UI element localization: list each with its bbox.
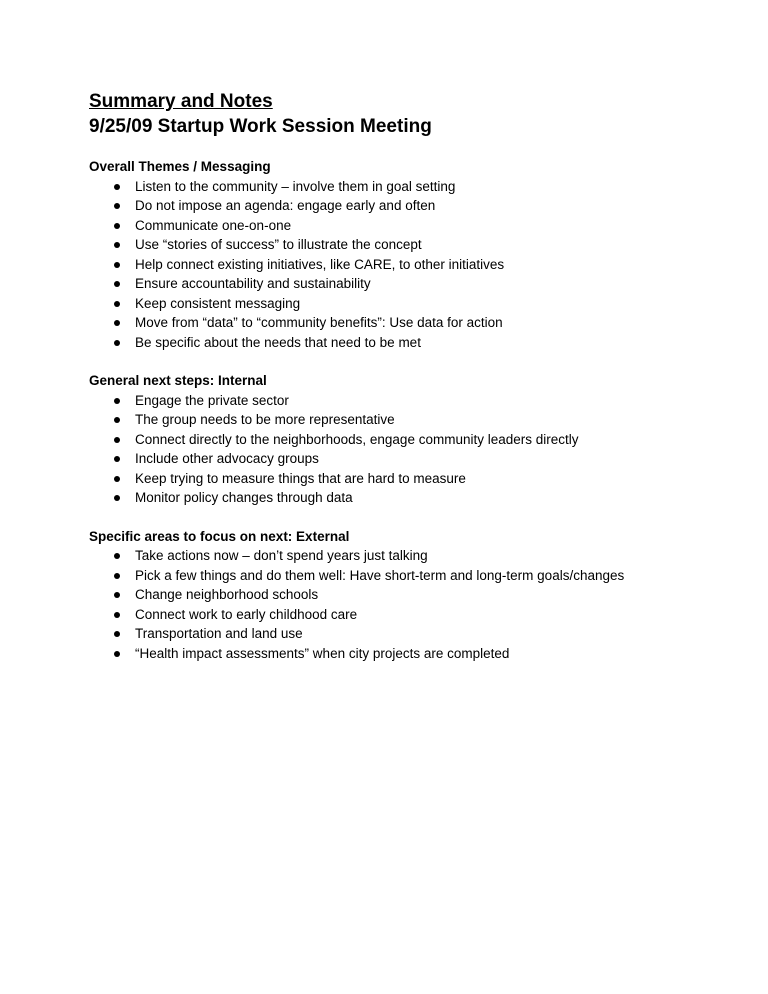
bullet-icon <box>114 281 120 287</box>
list-item-text: Connect directly to the neighborhoods, engage community leaders directly <box>135 431 579 447</box>
list-item <box>89 255 749 275</box>
list-item <box>89 313 749 333</box>
title-line-2: 9/25/09 Startup Work Session Meeting <box>89 116 432 137</box>
list-item-text: Help connect existing initiatives, like CARE, to other initiatives <box>135 256 505 272</box>
document-title <box>89 89 749 139</box>
bullet-icon <box>114 612 120 618</box>
bullet-icon <box>114 651 120 657</box>
list-item <box>89 430 749 450</box>
bullet-icon <box>114 320 120 326</box>
list-item <box>89 585 749 605</box>
section-specific-areas <box>89 527 749 664</box>
bullet-icon <box>114 262 120 268</box>
document-page <box>89 89 749 682</box>
bullet-icon <box>114 476 120 482</box>
list-item <box>89 546 749 566</box>
list-item-text: Be specific about the needs that need to be met <box>135 334 421 350</box>
section-overall-themes <box>89 157 749 352</box>
list-item-text: Communicate one-on-one <box>135 217 292 233</box>
section-heading: Overall Themes / Messaging <box>89 159 271 174</box>
list-item-text: Move from “data” to “community benefits”: Use data for action <box>135 315 503 330</box>
bullet-list <box>89 391 749 508</box>
bullet-icon <box>114 301 120 307</box>
bullet-icon <box>114 553 120 559</box>
list-item-text: Keep consistent messaging <box>135 295 301 311</box>
list-item-text: Pick a few things and do them well: Have short-term and long-term goals/changes <box>135 567 625 583</box>
list-item-text: “Health impact assessments” when city projects are completed <box>135 645 510 661</box>
list-item-text: Take actions now – don’t spend years just talking <box>135 548 428 563</box>
bullet-list <box>89 177 749 353</box>
list-item-text: Transportation and land use <box>135 626 303 641</box>
bullet-icon <box>114 631 120 637</box>
list-item-text: Include other advocacy groups <box>135 451 319 466</box>
list-item <box>89 469 749 489</box>
section-heading: Specific areas to focus on next: External <box>89 528 350 544</box>
title-line-1: Summary and Notes <box>89 91 273 112</box>
bullet-icon <box>114 184 120 190</box>
list-item-text: Monitor policy changes through data <box>135 490 353 505</box>
list-item <box>89 624 749 644</box>
list-item-text: The group needs to be more representative <box>135 412 395 427</box>
list-item <box>89 410 749 430</box>
bullet-icon <box>114 456 120 462</box>
list-item-text: Engage the private sector <box>135 392 289 408</box>
list-item-text: Use “stories of success” to illustrate the concept <box>135 237 422 252</box>
list-item <box>89 196 749 216</box>
bullet-icon <box>114 592 120 598</box>
bullet-icon <box>114 223 120 229</box>
list-item <box>89 566 749 586</box>
list-item-text: Do not impose an agenda: engage early and often <box>135 198 436 213</box>
section-general-next-steps <box>89 371 749 508</box>
list-item-text: Connect work to early childhood care <box>135 606 358 622</box>
list-item <box>89 216 749 236</box>
list-item <box>89 449 749 469</box>
list-item <box>89 488 749 508</box>
list-item <box>89 177 749 197</box>
bullet-icon <box>114 398 120 404</box>
list-item <box>89 333 749 353</box>
list-item-text: Listen to the community – involve them in goal setting <box>135 178 456 194</box>
list-item <box>89 644 749 664</box>
bullet-list <box>89 546 749 663</box>
bullet-icon <box>114 417 120 423</box>
bullet-icon <box>114 340 120 346</box>
bullet-icon <box>114 573 120 579</box>
list-item <box>89 235 749 255</box>
bullet-icon <box>114 495 120 501</box>
list-item <box>89 391 749 411</box>
list-item-text: Ensure accountability and sustainability <box>135 276 371 291</box>
list-item <box>89 294 749 314</box>
bullet-icon <box>114 437 120 443</box>
list-item <box>89 605 749 625</box>
section-heading: General next steps: Internal <box>89 373 267 388</box>
list-item-text: Keep trying to measure things that are hard to measure <box>135 470 466 486</box>
bullet-icon <box>114 242 120 248</box>
bullet-icon <box>114 203 120 209</box>
list-item-text: Change neighborhood schools <box>135 587 319 602</box>
list-item <box>89 274 749 294</box>
